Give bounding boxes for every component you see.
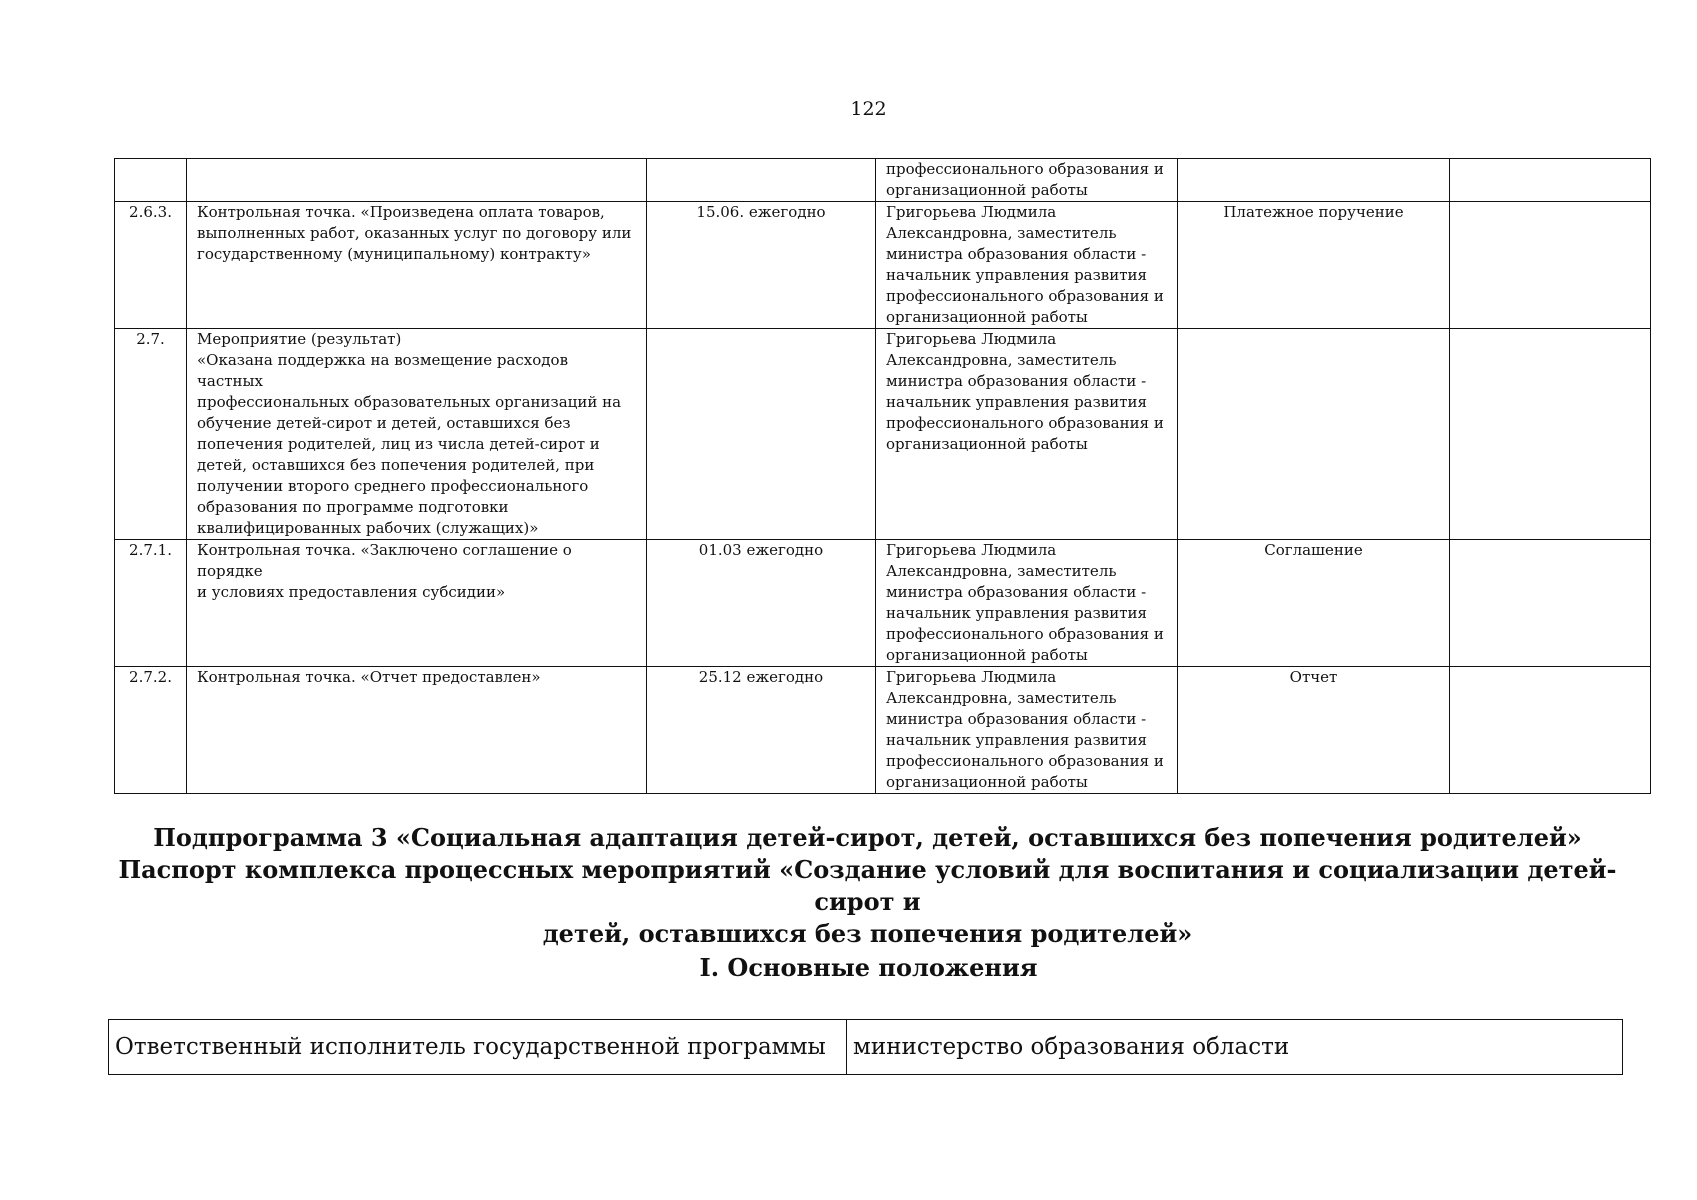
row-extra: [1450, 329, 1651, 540]
page-number: 122: [850, 98, 887, 120]
row-responsible: Григорьева Людмила Александровна, заместитель министра образования области - начальник управления развития профессионального образования и организационной работы: [876, 540, 1178, 667]
table-row: [115, 159, 1651, 202]
row-extra: [1450, 202, 1651, 329]
table-row: [115, 540, 1651, 667]
row-extra: [1450, 540, 1651, 667]
row-date: 25.12 ежегодно: [647, 667, 876, 794]
responsible-executor-value: министерство образования области: [847, 1020, 1623, 1075]
row-name: Контрольная точка. «Произведена оплата товаров, выполненных работ, оказанных услуг по договору или государственному (муниципальному) контракту»: [187, 202, 647, 329]
row-date: [647, 159, 876, 202]
row-date: 15.06. ежегодно: [647, 202, 876, 329]
row-document: [1178, 329, 1450, 540]
responsible-executor-label: Ответственный исполнитель государственной программы: [109, 1020, 847, 1075]
row-extra: [1450, 159, 1651, 202]
measures-table: [114, 158, 1651, 794]
table-row: [115, 667, 1651, 794]
row-date: 01.03 ежегодно: [647, 540, 876, 667]
table-row: [109, 1020, 1623, 1075]
row-extra: [1450, 667, 1651, 794]
row-number: [115, 159, 187, 202]
row-document: Соглашение: [1178, 540, 1450, 667]
row-document: Платежное поручение: [1178, 202, 1450, 329]
row-name: Контрольная точка. «Отчет предоставлен»: [187, 667, 647, 794]
basic-provisions-table: [108, 1019, 1623, 1075]
table-row: [115, 329, 1651, 540]
row-date: [647, 329, 876, 540]
row-number: 2.7.: [115, 329, 187, 540]
row-document: Отчет: [1178, 667, 1450, 794]
row-number: 2.6.3.: [115, 202, 187, 329]
row-name: [187, 159, 647, 202]
row-responsible: Григорьева Людмила Александровна, заместитель министра образования области - начальник управления развития профессионального образования и организационной работы: [876, 202, 1178, 329]
row-number: 2.7.2.: [115, 667, 187, 794]
row-responsible: Григорьева Людмила Александровна, заместитель министра образования области - начальник управления развития профессионального образования и организационной работы: [876, 329, 1178, 540]
row-number: 2.7.1.: [115, 540, 187, 667]
row-responsible: профессионального образования и организационной работы: [876, 159, 1178, 202]
subprogram-title: Подпрограмма 3 «Социальная адаптация детей-сирот, детей, оставшихся без попечения родителей»: [153, 823, 1582, 852]
row-document: [1178, 159, 1450, 202]
row-name: Контрольная точка. «Заключено соглашение о порядке и условиях предоставления субсидии»: [187, 540, 647, 667]
passport-title-line-2: детей, оставшихся без попечения родителей»: [542, 919, 1193, 948]
subprogram-headings: [114, 822, 1621, 950]
row-name: Мероприятие (результат) «Оказана поддержка на возмещение расходов частных профессиональных образовательных организаций на обучение детей-сирот и детей, оставшихся без попечения родителей, лиц из числа детей-сирот и детей, оставшихся без попечения родителей, при получении второго среднего профессионального образования по программе подготовки квалифицированных рабочих (служащих)»: [187, 329, 647, 540]
passport-title-line-1: Паспорт комплекса процессных мероприятий «Создание условий для воспитания и социализации детей-сирот и: [118, 855, 1617, 916]
row-responsible: Григорьева Людмила Александровна, заместитель министра образования области - начальник управления развития профессионального образования и организационной работы: [876, 667, 1178, 794]
table-row: [115, 202, 1651, 329]
section-heading: I. Основные положения: [699, 953, 1038, 982]
